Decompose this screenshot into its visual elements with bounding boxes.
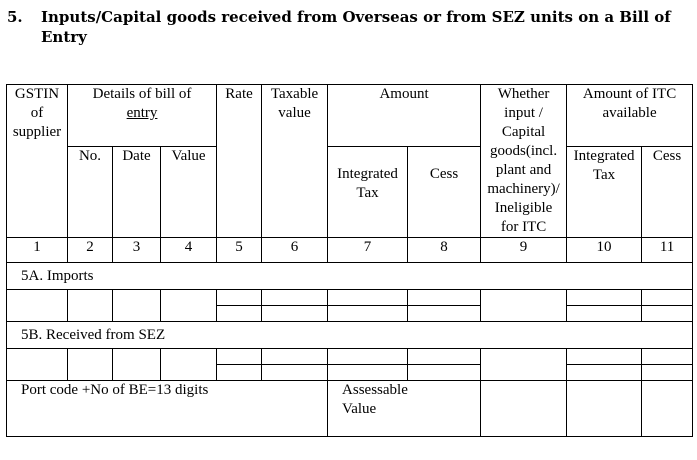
table-cell[interactable]: [217, 290, 262, 306]
port-code-label: Port code +No of BE=13 digits: [7, 381, 328, 437]
column-number: 4: [161, 238, 217, 263]
table-cell[interactable]: [328, 306, 408, 322]
table-cell[interactable]: [262, 290, 328, 306]
table-cell[interactable]: [567, 290, 642, 306]
header-rate: Rate: [217, 85, 262, 238]
header-gstin: GSTIN of supplier: [7, 85, 68, 238]
header-itc-integrated-tax: Integrated Tax: [567, 147, 642, 238]
table-cell[interactable]: [642, 306, 693, 322]
table-cell[interactable]: [328, 349, 408, 365]
table-cell[interactable]: [262, 365, 328, 381]
table-cell[interactable]: [217, 349, 262, 365]
header-taxable-value: Taxable value: [262, 85, 328, 238]
assessable-value-label: Assessable Value: [328, 381, 481, 437]
table-cell[interactable]: [481, 381, 567, 437]
column-number-row: [7, 238, 693, 263]
table-cell[interactable]: [408, 365, 481, 381]
header-integrated-tax: Integrated Tax: [328, 147, 408, 238]
table-cell[interactable]: [642, 381, 693, 437]
header-bill-no: No.: [68, 147, 113, 238]
header-itc-available: Amount of ITC available: [567, 85, 693, 147]
header-cess: Cess: [408, 147, 481, 238]
table-cell[interactable]: [642, 290, 693, 306]
table-cell[interactable]: [7, 290, 68, 322]
header-bill-details: Details of bill of entry: [68, 85, 217, 147]
column-number: 7: [328, 238, 408, 263]
section-heading: [7, 7, 687, 47]
table-cell[interactable]: [7, 349, 68, 381]
section-sez-label: 5B. Received from SEZ: [7, 322, 693, 349]
column-number: 10: [567, 238, 642, 263]
table-cell[interactable]: [217, 365, 262, 381]
table-cell[interactable]: [481, 290, 567, 322]
header-whether-input: Whether input / Capital goods(incl. plant and machinery)/ Ineligible for ITC: [481, 85, 567, 238]
table-cell[interactable]: [408, 306, 481, 322]
footer-row: [7, 381, 693, 437]
column-number: 9: [481, 238, 567, 263]
table-row: [7, 349, 693, 365]
table-cell[interactable]: [262, 349, 328, 365]
table-cell[interactable]: [328, 290, 408, 306]
column-number: 8: [408, 238, 481, 263]
table-cell[interactable]: [567, 306, 642, 322]
section-imports-label: 5A. Imports: [7, 263, 693, 290]
table-cell[interactable]: [68, 290, 113, 322]
section-title-line1: Inputs/Capital goods received from Overseas or from SEZ units on a Bill of: [41, 8, 671, 26]
table-cell[interactable]: [113, 349, 161, 381]
table-cell[interactable]: [217, 306, 262, 322]
table-cell[interactable]: [567, 381, 642, 437]
section-number: 5.: [7, 8, 23, 26]
table-cell[interactable]: [262, 306, 328, 322]
header-bill-date: Date: [113, 147, 161, 238]
table-cell[interactable]: [408, 349, 481, 365]
column-number: 3: [113, 238, 161, 263]
table-row: [7, 290, 693, 306]
table-cell[interactable]: [642, 349, 693, 365]
table-cell[interactable]: [68, 349, 113, 381]
column-number: 11: [642, 238, 693, 263]
header-amount: Amount: [328, 85, 481, 147]
table-cell[interactable]: [481, 349, 567, 381]
table-cell[interactable]: [328, 365, 408, 381]
header-itc-cess: Cess: [642, 147, 693, 238]
table-cell[interactable]: [567, 365, 642, 381]
table-cell[interactable]: [161, 349, 217, 381]
table-cell[interactable]: [567, 349, 642, 365]
column-number: 6: [262, 238, 328, 263]
table-cell[interactable]: [642, 365, 693, 381]
table-cell[interactable]: [113, 290, 161, 322]
table-cell[interactable]: [408, 290, 481, 306]
header-bill-value: Value: [161, 147, 217, 238]
column-number: 2: [68, 238, 113, 263]
section-title-line2: Entry: [41, 28, 87, 46]
bill-of-entry-table: [6, 84, 693, 437]
table-cell[interactable]: [161, 290, 217, 322]
column-number: 5: [217, 238, 262, 263]
column-number: 1: [7, 238, 68, 263]
